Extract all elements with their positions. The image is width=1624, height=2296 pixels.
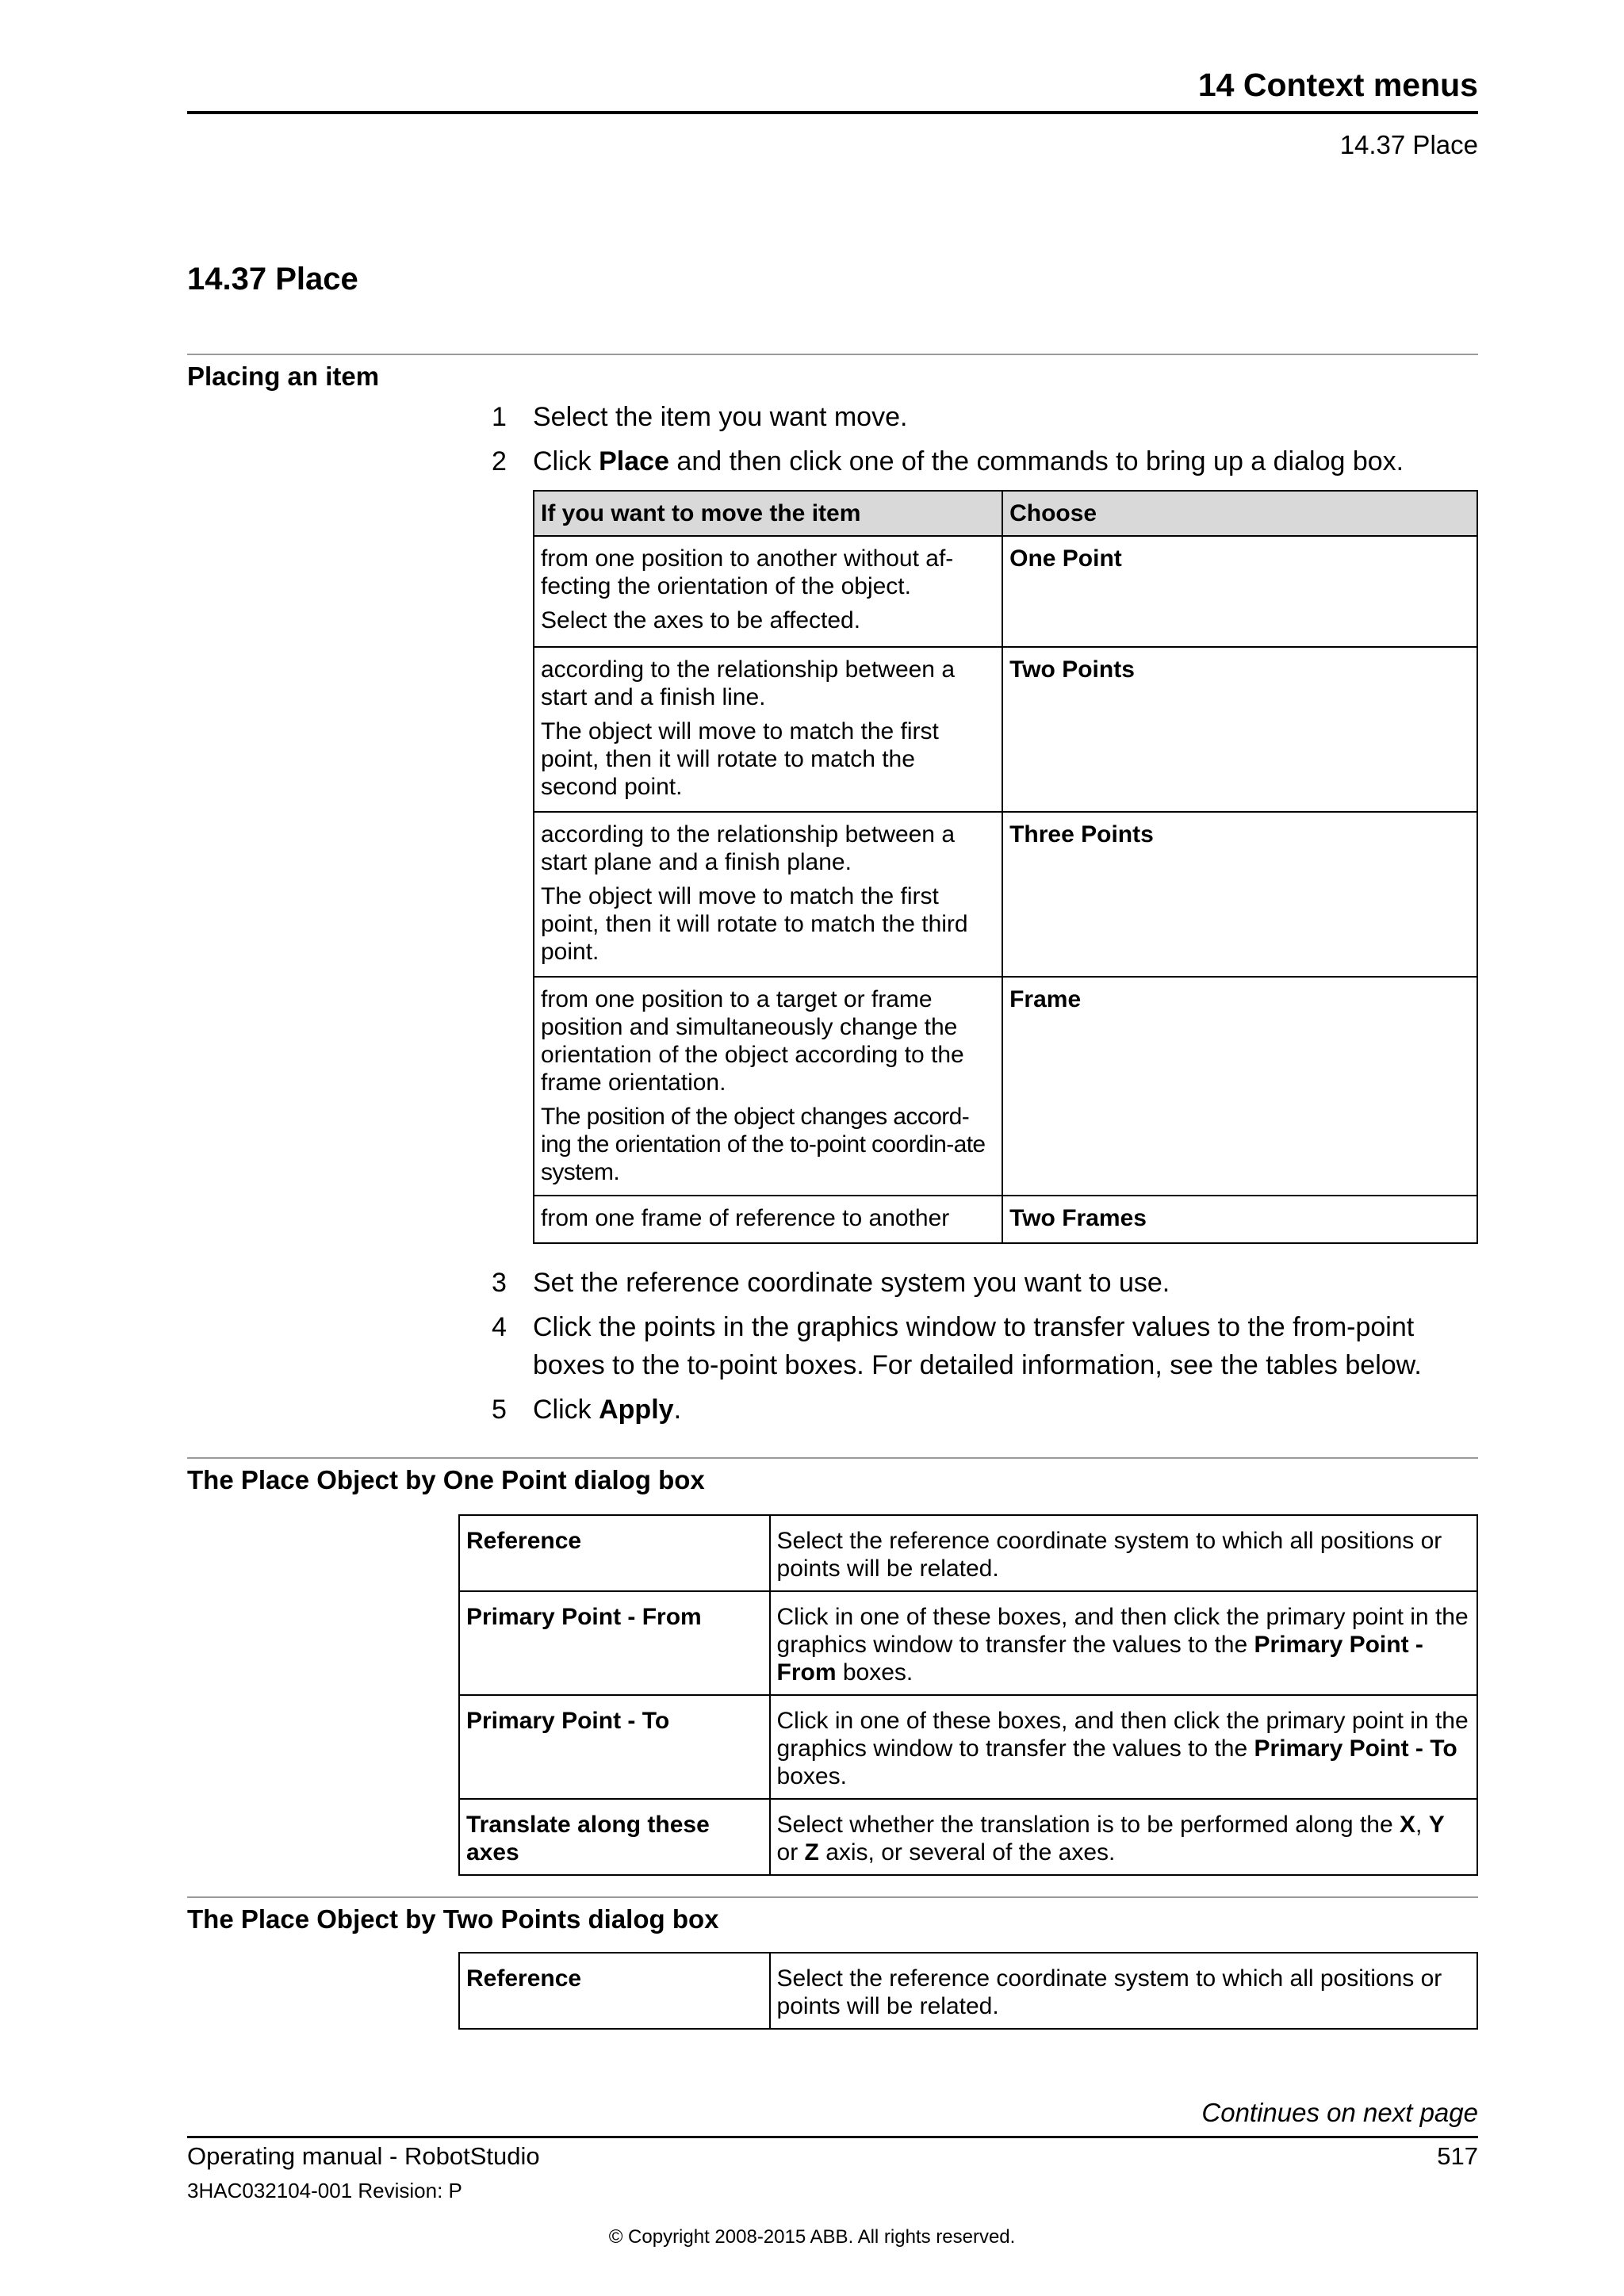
copyright: © Copyright 2008-2015 ABB. All rights reserved. <box>608 2226 1016 2248</box>
field-description: Click in one of these boxes, and then click the primary point in the graphics window to transfer the values to the Primary Point - From boxes. <box>770 1591 1477 1695</box>
table-cell: from one position to a target or frame position and simultaneously change the orientation of the object according to the frame orientation. The position of the object changes accord-ing the orientation of the to-point coordin-ate system. <box>534 977 1002 1196</box>
field-description: Select whether the translation is to be performed along the X, Y or Z axis, or several of the axes. <box>770 1799 1477 1875</box>
manual-title: Operating manual - RobotStudio <box>187 2142 540 2170</box>
step-5 <box>492 1391 1478 1429</box>
table-row <box>459 1799 1477 1875</box>
step-text: Set the reference coordinate system you want to use. <box>533 1268 1170 1298</box>
field-label: Primary Point - To <box>459 1695 770 1799</box>
subhead-rule <box>187 1896 1478 1898</box>
document-id: 3HAC032104-001 Revision: P <box>187 2179 462 2202</box>
step-number: 2 <box>492 446 507 476</box>
step-4 <box>492 1308 1478 1384</box>
table-cell: according to the relationship between a start and a finish line. The object will move to match the first point, then it will rotate to match the second point. <box>534 647 1002 812</box>
table-header-row <box>534 491 1477 536</box>
step-number: 5 <box>492 1395 507 1425</box>
place-command: Place <box>599 446 669 476</box>
table-row <box>459 1953 1477 2029</box>
step-text: Click Place and then click one of the commands to bring up a dialog box. <box>533 446 1404 476</box>
table-row <box>534 1196 1477 1243</box>
table-row <box>459 1591 1477 1695</box>
step-text: Select the item you want move. <box>533 402 908 432</box>
table-cell: Three Points <box>1002 812 1477 977</box>
page-number: 517 <box>1437 2142 1478 2170</box>
field-description: Select the reference coordinate system to which all positions or points will be related. <box>770 1953 1477 2029</box>
step-2 <box>492 442 1478 480</box>
one-point-heading: The Place Object by One Point dialog box <box>187 1465 705 1494</box>
table-row <box>534 812 1477 977</box>
apply-command: Apply <box>599 1395 674 1425</box>
header-rule <box>187 111 1478 114</box>
column-header: Choose <box>1002 491 1477 536</box>
table-cell: Frame <box>1002 977 1477 1196</box>
table-row <box>534 536 1477 647</box>
step-number: 1 <box>492 402 507 432</box>
subhead-rule <box>187 354 1478 355</box>
step-text: Click the points in the graphics window to transfer values to the from-point boxes to the to-point boxes. For detailed information, see the tables below. <box>533 1312 1422 1380</box>
table-cell: from one position to another without af-fecting the orientation of the object. Select the axes to be affected. <box>534 536 1002 647</box>
place-commands-table <box>533 490 1478 1244</box>
two-points-table <box>458 1952 1478 2030</box>
table-cell: according to the relationship between a start plane and a finish plane. The object will move to match the first point, then it will rotate to match the third point. <box>534 812 1002 977</box>
table-cell: from one frame of reference to another <box>534 1196 1002 1243</box>
step-number: 3 <box>492 1268 507 1298</box>
table-row <box>459 1515 1477 1591</box>
one-point-table <box>458 1514 1478 1876</box>
field-description: Click in one of these boxes, and then click the primary point in the graphics window to transfer the values to the Primary Point - To boxes. <box>770 1695 1477 1799</box>
field-label: Reference <box>459 1953 770 2029</box>
placing-heading: Placing an item <box>187 362 380 391</box>
chapter-header: 14 Context menus <box>1197 67 1478 103</box>
table-row <box>459 1695 1477 1799</box>
step-3 <box>492 1264 1478 1302</box>
continues-note: Continues on next page <box>1201 2098 1478 2127</box>
table-cell: One Point <box>1002 536 1477 647</box>
field-description: Select the reference coordinate system to which all positions or points will be related. <box>770 1515 1477 1591</box>
field-label: Translate along these axes <box>459 1799 770 1875</box>
table-cell: Two Points <box>1002 647 1477 812</box>
field-label: Reference <box>459 1515 770 1591</box>
table-cell: Two Frames <box>1002 1196 1477 1243</box>
subhead-rule <box>187 1457 1478 1459</box>
step-1 <box>492 398 1478 436</box>
section-title: 14.37 Place <box>187 262 358 297</box>
table-row <box>534 977 1477 1196</box>
two-points-heading: The Place Object by Two Points dialog box <box>187 1904 719 1934</box>
column-header: If you want to move the item <box>534 491 1002 536</box>
footer-rule <box>187 2136 1478 2138</box>
table-row <box>534 647 1477 812</box>
step-number: 4 <box>492 1312 507 1342</box>
section-header: 14.37 Place <box>1339 130 1478 159</box>
field-label: Primary Point - From <box>459 1591 770 1695</box>
step-text: Click Apply. <box>533 1395 682 1425</box>
